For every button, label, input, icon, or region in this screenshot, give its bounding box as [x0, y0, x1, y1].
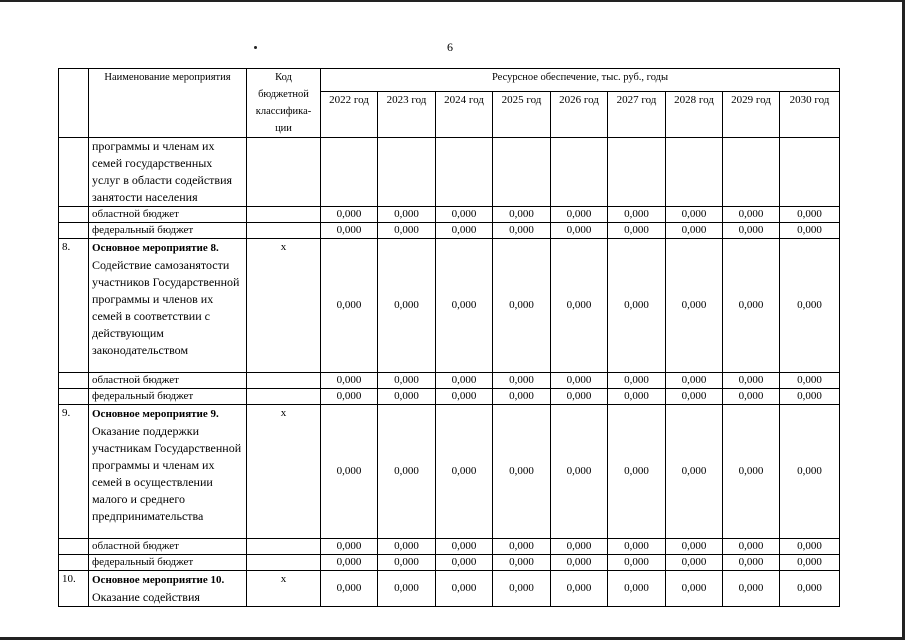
continuation-row	[59, 138, 840, 207]
value-cell: 0,000	[321, 239, 378, 373]
value-cell: 0,000	[666, 223, 723, 239]
value-cell: 0,000	[666, 539, 723, 555]
measure-text: Содействие самозанятости участников Государственной программы и членов их семей в соответствии с действующим законодательством	[92, 258, 240, 357]
value-cell: 0,000	[723, 207, 780, 223]
budget-row	[59, 223, 840, 239]
measure-row	[59, 571, 840, 607]
value-cell: 0,000	[493, 239, 551, 373]
budget-name: областной бюджет	[89, 207, 247, 223]
header-name: Наименование мероприятия	[89, 69, 247, 138]
measure-description	[89, 239, 247, 373]
header-year: 2024 год	[436, 92, 493, 138]
value-cell: 0,000	[321, 389, 378, 405]
measure-index: 10.	[59, 571, 89, 607]
value-cell: 0,000	[551, 239, 608, 373]
value-cell: 0,000	[608, 571, 666, 607]
measure-row	[59, 239, 840, 373]
scan-border-top	[0, 0, 905, 2]
value-cell: 0,000	[493, 539, 551, 555]
budget-row	[59, 389, 840, 405]
value-cell: 0,000	[780, 389, 840, 405]
value-cell: 0,000	[608, 389, 666, 405]
measure-description	[89, 571, 247, 607]
value-cell: 0,000	[378, 389, 436, 405]
value-cell: 0,000	[436, 373, 493, 389]
value-cell: 0,000	[378, 207, 436, 223]
header-row-1	[59, 69, 840, 92]
header-year: 2028 год	[666, 92, 723, 138]
measure-title: Основное мероприятие 8.	[92, 242, 219, 254]
value-cell: 0,000	[436, 223, 493, 239]
value-cell: 0,000	[321, 539, 378, 555]
index-cell	[59, 138, 89, 207]
value-cell: 0,000	[493, 555, 551, 571]
value-cell: 0,000	[666, 571, 723, 607]
value-cell: 0,000	[321, 571, 378, 607]
value-cell: 0,000	[436, 389, 493, 405]
value-cell: 0,000	[493, 405, 551, 539]
budget-name: областной бюджет	[89, 373, 247, 389]
measure-index: 9.	[59, 405, 89, 539]
value-cell: 0,000	[780, 223, 840, 239]
value-cell: 0,000	[378, 405, 436, 539]
header-year: 2030 год	[780, 92, 840, 138]
value-cell: 0,000	[493, 373, 551, 389]
measure-index: 8.	[59, 239, 89, 373]
value-cell: 0,000	[608, 207, 666, 223]
continuation-text: программы и членам их семей государственных услуг в области содействия занятости населения	[89, 138, 247, 207]
budget-row	[59, 373, 840, 389]
budget-row	[59, 555, 840, 571]
code-cell	[247, 138, 321, 207]
value-cell: 0,000	[666, 405, 723, 539]
value-cell: 0,000	[780, 239, 840, 373]
budget-row	[59, 207, 840, 223]
value-cell: 0,000	[436, 571, 493, 607]
value-cell: 0,000	[723, 373, 780, 389]
value-cell: 0,000	[780, 207, 840, 223]
measure-code: х	[247, 571, 321, 607]
budget-name: федеральный бюджет	[89, 223, 247, 239]
value-cell: 0,000	[493, 571, 551, 607]
value-cell: 0,000	[780, 539, 840, 555]
value-cell: 0,000	[608, 555, 666, 571]
header-index	[59, 69, 89, 138]
value-cell: 0,000	[378, 555, 436, 571]
header-year: 2023 год	[378, 92, 436, 138]
value-cell: 0,000	[551, 207, 608, 223]
header-code: Код бюджетной классифика-ции	[247, 69, 321, 138]
value-cell: 0,000	[436, 239, 493, 373]
header-year: 2025 год	[493, 92, 551, 138]
value-cell: 0,000	[551, 555, 608, 571]
value-cell: 0,000	[780, 555, 840, 571]
value-cell: 0,000	[608, 373, 666, 389]
scan-speck	[254, 46, 257, 49]
value-cell: 0,000	[723, 571, 780, 607]
value-cell: 0,000	[493, 207, 551, 223]
value-cell: 0,000	[666, 373, 723, 389]
header-year: 2027 год	[608, 92, 666, 138]
value-cell: 0,000	[723, 239, 780, 373]
value-cell: 0,000	[666, 239, 723, 373]
value-cell: 0,000	[321, 207, 378, 223]
measure-code: х	[247, 405, 321, 539]
budget-name: областной бюджет	[89, 539, 247, 555]
value-cell: 0,000	[551, 389, 608, 405]
measure-title: Основное мероприятие 10.	[92, 574, 225, 586]
value-cell: 0,000	[321, 373, 378, 389]
value-cell: 0,000	[436, 539, 493, 555]
value-cell: 0,000	[378, 539, 436, 555]
value-cell: 0,000	[321, 405, 378, 539]
value-cell: 0,000	[321, 555, 378, 571]
value-cell: 0,000	[780, 571, 840, 607]
value-cell: 0,000	[723, 539, 780, 555]
value-cell: 0,000	[378, 223, 436, 239]
page-number: 6	[447, 40, 453, 54]
header-year: 2026 год	[551, 92, 608, 138]
value-cell: 0,000	[608, 239, 666, 373]
value-cell: 0,000	[723, 389, 780, 405]
value-cell: 0,000	[436, 405, 493, 539]
value-cell: 0,000	[551, 405, 608, 539]
resource-table	[58, 68, 840, 607]
value-cell: 0,000	[608, 405, 666, 539]
value-cell: 0,000	[493, 389, 551, 405]
value-cell: 0,000	[551, 223, 608, 239]
value-cell: 0,000	[493, 223, 551, 239]
value-cell: 0,000	[780, 373, 840, 389]
measure-title: Основное мероприятие 9.	[92, 408, 219, 420]
measure-description	[89, 405, 247, 539]
value-cell: 0,000	[666, 389, 723, 405]
value-cell: 0,000	[436, 207, 493, 223]
budget-name: федеральный бюджет	[89, 555, 247, 571]
measure-text: Оказание содействия	[92, 590, 200, 604]
value-cell: 0,000	[666, 555, 723, 571]
value-cell: 0,000	[378, 239, 436, 373]
value-cell: 0,000	[608, 223, 666, 239]
value-cell: 0,000	[378, 373, 436, 389]
value-cell: 0,000	[608, 539, 666, 555]
measure-text: Оказание поддержки участникам Государственной программы и членам их семей в осуществлении малого и среднего предпринимательства	[92, 424, 242, 523]
budget-row	[59, 539, 840, 555]
header-year: 2022 год	[321, 92, 378, 138]
value-cell: 0,000	[723, 223, 780, 239]
value-cell: 0,000	[723, 405, 780, 539]
value-cell: 0,000	[551, 571, 608, 607]
value-cell: 0,000	[551, 539, 608, 555]
value-cell: 0,000	[436, 555, 493, 571]
header-resources: Ресурсное обеспечение, тыс. руб., годы	[321, 69, 840, 92]
measure-code: х	[247, 239, 321, 373]
value-cell: 0,000	[321, 223, 378, 239]
value-cell: 0,000	[551, 373, 608, 389]
header-year: 2029 год	[723, 92, 780, 138]
value-cell: 0,000	[780, 405, 840, 539]
value-cell: 0,000	[378, 571, 436, 607]
budget-name: федеральный бюджет	[89, 389, 247, 405]
measure-row	[59, 405, 840, 539]
value-cell: 0,000	[666, 207, 723, 223]
value-cell: 0,000	[723, 555, 780, 571]
